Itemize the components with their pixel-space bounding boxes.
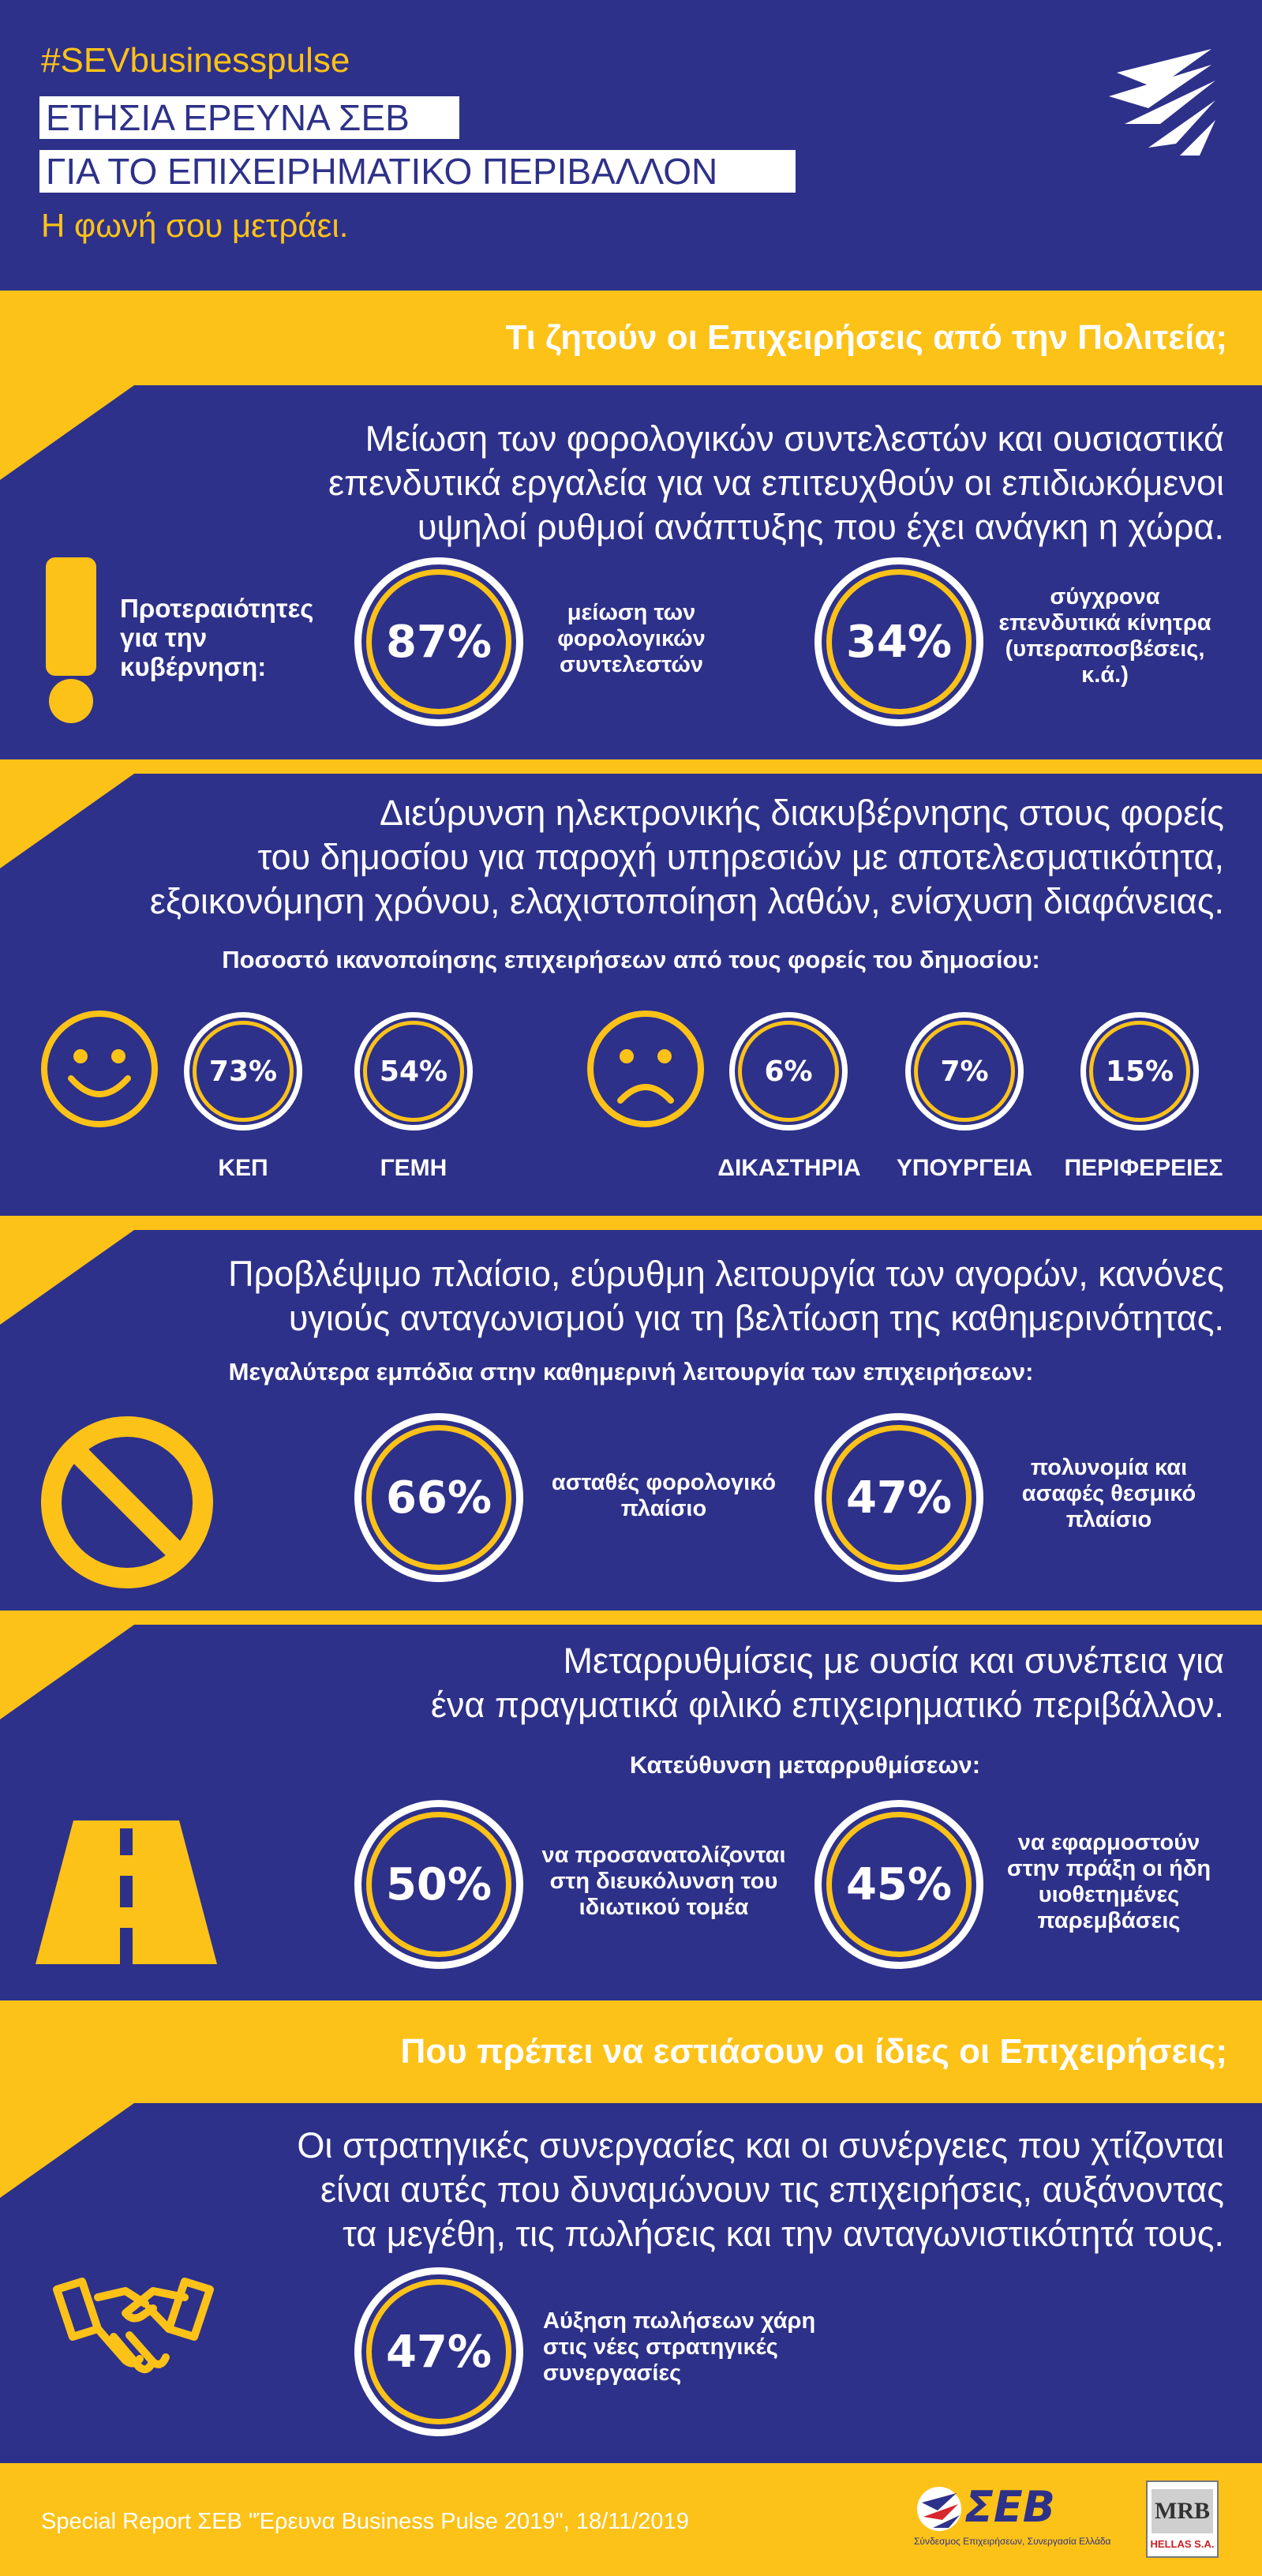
- report-title-line2: ΓΙΑ ΤΟ ΕΠΙΧΕΙΡΗΜΑΤΙΚΟ ΠΕΡΙΒΑΛΛΟΝ: [39, 150, 796, 193]
- corner-decoration: [0, 2103, 134, 2198]
- exclamation-icon: [39, 557, 103, 723]
- stat-value: 66%: [385, 1472, 492, 1524]
- lead-line: Οι στρατηγικές συνεργασίες και οι συνέργειες που χτίζονται: [297, 2125, 1224, 2165]
- stat-value: 87%: [385, 616, 492, 668]
- desc-line: συντελεστών: [559, 652, 704, 677]
- mrb-logo-text: MRB: [1152, 2489, 1213, 2533]
- label-gemh: ΓΕΜΗ: [380, 1155, 448, 1181]
- sev-star-logo-icon: [1101, 41, 1219, 159]
- desc-line: συνεργασίες: [543, 2360, 682, 2386]
- corner-decoration: [0, 385, 134, 480]
- handshake-icon: [51, 2274, 216, 2392]
- stat-desc-34: [987, 584, 1223, 688]
- stat-value: 47%: [385, 2326, 492, 2378]
- desc-line: υιοθετημένες: [1038, 1882, 1180, 1907]
- desc-line: ασαφές θεσμικό: [1021, 1481, 1196, 1506]
- section-divider: [0, 759, 1262, 774]
- label-line: κυβέρνηση:: [120, 652, 267, 681]
- desc-line: στις νέες στρατηγικές: [543, 2334, 778, 2360]
- desc-line: παρεμβάσεις: [1037, 1908, 1181, 1933]
- section3-lead: [228, 1252, 1224, 1340]
- sev-logo-text: ΣΕΒ: [964, 2482, 1055, 2532]
- hashtag: #SEVbusinesspulse: [41, 41, 350, 80]
- stat-circle-50: [354, 1800, 523, 1969]
- stat-circle-66: [354, 1413, 523, 1582]
- sad-face-icon: [586, 1009, 706, 1129]
- stat-circle-45: [814, 1800, 983, 1969]
- road-icon: [36, 1820, 217, 1964]
- sev-logo-icon: [916, 2485, 963, 2533]
- report-title-line1: ΕΤΗΣΙΑ ΕΡΕΥΝΑ ΣΕΒ: [39, 96, 459, 139]
- desc-line: ασταθές φορολογικό: [551, 1470, 777, 1495]
- section1-heading: Τι ζητούν οι Επιχειρήσεις από την Πολιτεία;: [505, 318, 1227, 357]
- lead-line: ένα πραγματικά φιλικό επιχειρηματικό περιβάλλον.: [430, 1685, 1224, 1725]
- lead-line: Διεύρυνση ηλεκτρονικής διακυβέρνησης στους φορείς: [380, 793, 1224, 833]
- section1-heading-bar: [0, 291, 1262, 385]
- lead-line: Προβλέψιμο πλαίσιο, εύρυθμη λειτουργία των αγορών, κανόνες: [228, 1254, 1224, 1294]
- stat-circle-regions: [1080, 1012, 1199, 1131]
- desc-line: στη διευκόλυνση του: [549, 1869, 778, 1894]
- stat-circle-kep: [184, 1012, 302, 1131]
- priorities-label: [120, 594, 313, 681]
- desc-line: σύγχρονα: [1050, 584, 1160, 609]
- mrb-logo: [1146, 2480, 1219, 2558]
- stat-circle-47a: [814, 1413, 983, 1582]
- stat-circle-courts: [729, 1012, 848, 1131]
- desc-line: επενδυτικά κίνητρα: [998, 610, 1211, 636]
- label-ministries: ΥΠΟΥΡΓΕΙΑ: [896, 1155, 1033, 1181]
- stat-value: 7%: [940, 1055, 989, 1088]
- desc-line: ιδιωτικού τομέα: [579, 1895, 749, 1920]
- lead-line: εξοικονόμηση χρόνου, ελαχιστοποίηση λαθών, ενίσχυση διαφάνειας.: [149, 881, 1224, 921]
- lead-line: υγιούς ανταγωνισμού για τη βελτίωση της καθημερινότητας.: [288, 1298, 1224, 1338]
- corner-decoration: [0, 1625, 134, 1719]
- section5-heading: Που πρέπει να εστιάσουν οι ίδιες οι Επιχειρήσεις;: [400, 2032, 1227, 2071]
- desc-line: πλαίσιο: [1065, 1507, 1152, 1532]
- section-divider: [0, 1610, 1262, 1625]
- desc-line: στην πράξη οι ήδη: [1006, 1856, 1211, 1881]
- desc-line: κ.ά.): [1081, 662, 1129, 688]
- lead-line: τα μεγέθη, τις πωλήσεις και την ανταγωνιστικότητά τους.: [343, 2214, 1224, 2254]
- smiley-face-icon: [39, 1009, 159, 1129]
- stat-circle-ministries: [905, 1012, 1024, 1131]
- stat-value: 50%: [385, 1858, 492, 1910]
- desc-line: πλαίσιο: [620, 1496, 707, 1521]
- section4-subheading: Κατεύθυνση μεταρρυθμίσεων:: [629, 1751, 981, 1779]
- stat-desc-50: [534, 1843, 794, 1921]
- desc-line: μείωση των: [567, 600, 696, 625]
- section3-subheading: Μεγαλύτερα εμπόδια στην καθημερινή λειτουργία των επιχειρήσεων:: [228, 1358, 1034, 1385]
- label-kep: ΚΕΠ: [218, 1155, 268, 1181]
- section1-lead: [328, 417, 1224, 549]
- corner-decoration: [0, 1230, 134, 1325]
- lead-line: επενδυτικά εργαλεία για να επιτευχθούν οι επιδιωκόμενοι: [328, 463, 1224, 503]
- desc-line: να εφαρμοστούν: [1017, 1830, 1200, 1855]
- stat-value: 54%: [379, 1055, 448, 1088]
- tagline: Η φωνή σου μετράει.: [41, 207, 349, 244]
- stat-desc-66: [534, 1470, 794, 1522]
- stat-value: 47%: [845, 1472, 953, 1524]
- section4-lead: [431, 1639, 1224, 1727]
- lead-line: είναι αυτές που δυναμώνουν τις επιχειρήσεις, αυξάνοντας: [320, 2169, 1224, 2210]
- stat-desc-45: [994, 1830, 1223, 1934]
- label-line: για την: [120, 623, 208, 652]
- desc-line: (υπεραποσβέσεις,: [1005, 636, 1205, 662]
- prohibited-icon: [39, 1415, 215, 1590]
- label-courts: ΔΙΚΑΣΤΗΡΙΑ: [717, 1155, 861, 1181]
- section2-lead: [150, 791, 1224, 924]
- desc-line: φορολογικών: [557, 626, 706, 651]
- stat-desc-47b: [543, 2308, 827, 2387]
- label-regions: ΠΕΡΙΦΕΡΕΙΕΣ: [1064, 1155, 1223, 1181]
- footer-source: Special Report ΣΕΒ "Έρευνα Business Pulse 2019", 18/11/2019: [41, 2509, 689, 2534]
- lead-line: υψηλοί ρυθμοί ανάπτυξης που έχει ανάγκη η χώρα.: [417, 507, 1224, 547]
- desc-line: πολυνομία και: [1030, 1455, 1188, 1480]
- label-line: Προτεραιότητες: [120, 594, 314, 623]
- sev-tagline: Σύνδεσμος Επιχειρήσεων, Συνεργασία Ελλάδα: [914, 2536, 1111, 2547]
- stat-circle-47b: [354, 2267, 523, 2436]
- section2-subheading: Ποσοστό ικανοποίησης επιχειρήσεων από τους φορείς του δημοσίου:: [222, 946, 1040, 973]
- corner-decoration: [0, 774, 134, 868]
- stat-desc-87: [537, 600, 726, 678]
- stat-value: 34%: [845, 616, 953, 668]
- lead-line: Μεταρρυθμίσεις με ουσία και συνέπεια για: [563, 1640, 1224, 1681]
- stat-circle-34: [814, 557, 983, 726]
- section5-heading-bar: [0, 2000, 1262, 2103]
- stat-circle-gemh: [354, 1012, 473, 1131]
- desc-line: Αύξηση πωλήσεων χάρη: [543, 2308, 816, 2334]
- desc-line: να προσανατολίζονται: [541, 1843, 786, 1868]
- section5-lead: [297, 2124, 1224, 2256]
- stat-value: 45%: [845, 1858, 953, 1910]
- stat-value: 73%: [208, 1055, 278, 1088]
- mrb-logo-subtext: HELLAS S.A.: [1150, 2537, 1215, 2550]
- stat-desc-47a: [994, 1455, 1223, 1533]
- lead-line: του δημοσίου για παροχή υπηρεσιών με αποτελεσματικότητα,: [257, 837, 1224, 877]
- stat-value: 15%: [1105, 1055, 1174, 1088]
- section-divider: [0, 1216, 1262, 1230]
- lead-line: Μείωση των φορολογικών συντελεστών και ουσιαστικά: [365, 418, 1224, 459]
- stat-circle-87: [354, 557, 523, 726]
- stat-value: 6%: [764, 1055, 813, 1088]
